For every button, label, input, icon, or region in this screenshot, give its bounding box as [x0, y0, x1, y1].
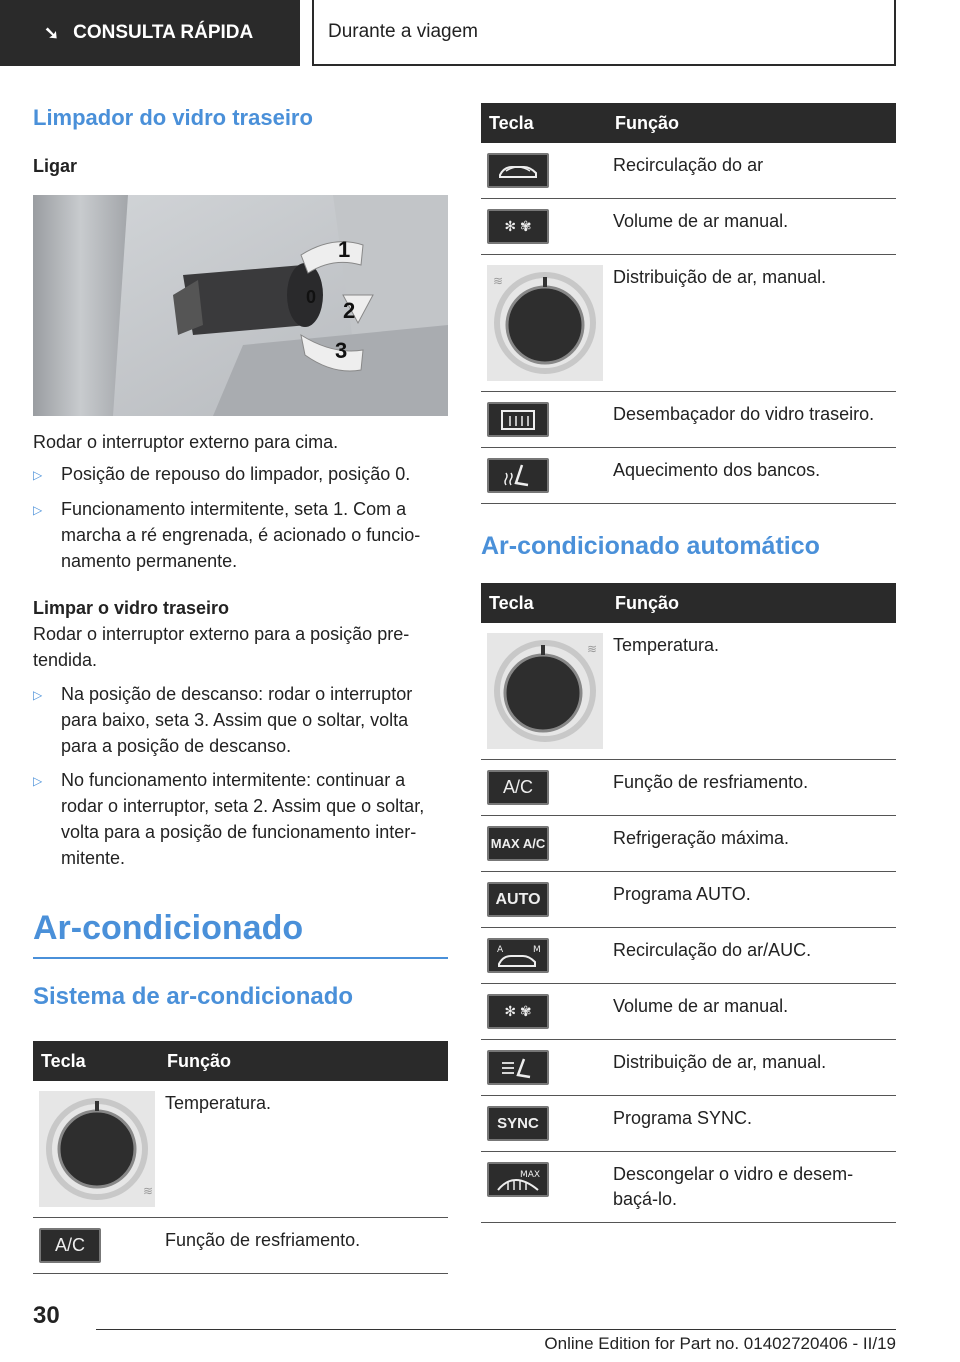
- temperature-knob-icon: [39, 1091, 155, 1207]
- ac-system-heading: Sistema de ar-condicionado: [33, 983, 354, 1010]
- svg-text:MAX: MAX: [520, 1169, 541, 1180]
- rotate-switch-text: Rodar o interruptor externo para cima.: [33, 432, 339, 452]
- max-ac-button-icon: MAX A/C: [487, 826, 549, 861]
- key-cell: [481, 1096, 607, 1152]
- column-header-function: Função: [607, 583, 896, 623]
- air-distribution-knob-icon: [487, 265, 603, 381]
- table-header-row: [481, 103, 896, 143]
- fan-volume-icon: ✻ ✾: [487, 994, 549, 1029]
- temperature-knob-icon: [487, 633, 603, 749]
- function-cell: Distribuição de ar, manual.: [607, 1040, 896, 1096]
- ac-button-icon: A/C: [487, 770, 549, 805]
- table-header-row: [481, 583, 896, 623]
- rear-wiper-heading: Limpador do vidro traseiro: [33, 105, 313, 130]
- fan-volume-icon: ✻ ✾: [487, 209, 549, 244]
- column-header-key: Tecla: [481, 583, 607, 623]
- key-cell: [481, 760, 607, 816]
- table-row: [481, 1096, 896, 1152]
- table-header-row: [33, 1041, 448, 1081]
- auto-button-icon: AUTO: [487, 882, 549, 917]
- ac-system-table: [33, 1041, 448, 1274]
- table-row: [33, 1218, 448, 1274]
- key-cell: [33, 1218, 159, 1274]
- table-row: [481, 255, 896, 392]
- function-cell: Recirculação do ar/AUC.: [607, 928, 896, 984]
- key-cell: [481, 1040, 607, 1096]
- function-cell: Volume de ar manual.: [607, 199, 896, 255]
- function-cell: Refrigeração máxima.: [607, 816, 896, 872]
- function-cell: Função de resfriamento.: [607, 760, 896, 816]
- right-column: [481, 103, 896, 1223]
- list-item: ▷ Na posição de descanso: rodar o interruptor para baixo, seta 3. Assim que o soltar, volta para a posição de descanso.: [33, 681, 448, 759]
- function-cell: Função de resfriamento.: [159, 1218, 448, 1274]
- left-column: [33, 100, 448, 1274]
- function-cell: Recirculação do ar: [607, 143, 896, 199]
- bullet-triangle-icon: ▷: [33, 688, 43, 702]
- key-cell: [481, 928, 607, 984]
- edition-text: Online Edition for Part no. 01402720406 - II/19: [544, 1334, 896, 1353]
- table-row: [481, 199, 896, 255]
- bullet-triangle-icon: ▷: [33, 503, 43, 517]
- function-cell: Distribuição de ar, manual.: [607, 255, 896, 392]
- section-tab-label: Durante a viagem: [328, 21, 478, 42]
- table-row: [481, 984, 896, 1040]
- table-row: [481, 928, 896, 984]
- quick-reference-label: CONSULTA RÁPIDA: [73, 22, 254, 43]
- column-header-key: Tecla: [33, 1041, 159, 1081]
- bullet-triangle-icon: ▷: [33, 774, 43, 788]
- table-row: [481, 448, 896, 504]
- seat-heating-icon: [487, 458, 549, 493]
- column-header-function: Função: [159, 1041, 448, 1081]
- air-distribution-icon: [487, 1050, 549, 1085]
- svg-text:A: A: [497, 944, 504, 955]
- list-item: ▷ Posição de repouso do limpador, posição 0.: [33, 461, 448, 488]
- function-cell: Programa SYNC.: [607, 1096, 896, 1152]
- ac-button-icon: A/C: [39, 1228, 101, 1263]
- automatic-ac-heading: Ar-condicionado automático: [481, 532, 820, 560]
- rear-defrost-icon: [487, 402, 549, 437]
- table-row: [33, 1081, 448, 1218]
- quick-reference-tab[interactable]: [0, 0, 300, 66]
- key-cell: [481, 1152, 607, 1223]
- key-cell: [33, 1081, 159, 1218]
- footer-divider: [96, 1329, 896, 1330]
- table-row: [481, 143, 896, 199]
- page-number: 30: [33, 1302, 60, 1329]
- key-cell: [481, 199, 607, 255]
- function-cell: Aquecimento dos bancos.: [607, 448, 896, 504]
- table-row: [481, 623, 896, 760]
- position-label-1: 1: [338, 237, 351, 262]
- quick-reference-icon: ➘: [44, 22, 60, 43]
- svg-text:≋: ≋: [587, 642, 598, 656]
- automatic-ac-table: [481, 583, 896, 1223]
- key-cell: [481, 872, 607, 928]
- recirculation-auc-icon: [487, 938, 549, 973]
- section-tab[interactable]: [312, 0, 896, 66]
- position-label-3: 3: [335, 338, 348, 363]
- column-header-key: Tecla: [481, 103, 607, 143]
- position-label-0: 0: [306, 287, 317, 307]
- column-header-function: Função: [607, 103, 896, 143]
- key-cell: [481, 816, 607, 872]
- air-conditioning-heading: Ar-condicionado: [33, 909, 304, 947]
- top-bar: [0, 0, 960, 66]
- table-row: [481, 392, 896, 448]
- key-cell: [481, 392, 607, 448]
- key-cell: [481, 984, 607, 1040]
- max-defrost-icon: [487, 1162, 549, 1197]
- table-row: [481, 760, 896, 816]
- wiper-switch-illustration: [33, 195, 448, 416]
- clean-window-heading: Limpar o vidro traseiro: [33, 598, 230, 618]
- key-cell: [481, 623, 607, 760]
- key-cell: [481, 255, 607, 392]
- table-row: [481, 872, 896, 928]
- function-cell: Temperatura.: [159, 1081, 448, 1218]
- sync-button-icon: SYNC: [487, 1106, 549, 1141]
- recirculation-icon: [487, 153, 549, 188]
- position-label-2: 2: [343, 298, 356, 323]
- function-cell: Temperatura.: [607, 623, 896, 760]
- list-item: ▷ Funcionamento intermitente, seta 1. Com a marcha a ré engrenada, é acionado o funcio-namento permanente.: [33, 496, 448, 574]
- bullet-triangle-icon: ▷: [33, 468, 43, 482]
- table-row: [481, 816, 896, 872]
- heading-divider: [33, 957, 448, 959]
- function-cell: Programa AUTO.: [607, 872, 896, 928]
- svg-text:M: M: [533, 944, 541, 955]
- table-row: [481, 1040, 896, 1096]
- table-row: [481, 1152, 896, 1223]
- key-cell: [481, 143, 607, 199]
- switch-on-heading: Ligar: [33, 156, 78, 176]
- ac-keys-table: [481, 103, 896, 504]
- list-item: ▷ No funcionamento intermitente: continuar a rodar o interruptor, seta 2. Assim que o soltar, volta para a posição de funcionamento inter-mitente.: [33, 767, 448, 871]
- key-cell: [481, 448, 607, 504]
- wiper-switch-photo: [33, 195, 448, 416]
- svg-text:≋: ≋: [143, 1184, 154, 1198]
- function-cell: Volume de ar manual.: [607, 984, 896, 1040]
- clean-window-text: Rodar o interruptor externo para a posição pre-tendida.: [33, 624, 410, 670]
- function-cell: Descongelar o vidro e desem-baçá-lo.: [607, 1152, 896, 1223]
- svg-text:≋: ≋: [493, 274, 504, 288]
- function-cell: Desembaçador do vidro traseiro.: [607, 392, 896, 448]
